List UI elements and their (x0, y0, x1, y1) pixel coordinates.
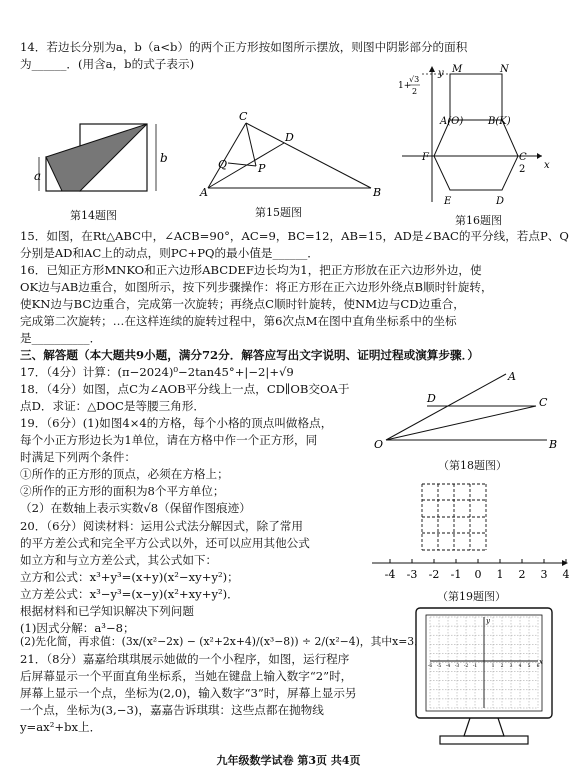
fig19-ticks (385, 559, 570, 581)
fig19-tick-label: 3 (540, 568, 548, 581)
fig21-xtick-label: -5 (436, 664, 442, 669)
fig16-label-E: E (444, 196, 452, 207)
fig16-label-y: y (438, 68, 444, 79)
fig15-caption: 第15题图 (255, 206, 302, 219)
fig19-tick-label: 0 (474, 568, 482, 581)
fig19-caption: （第19题图） (437, 590, 506, 603)
fig21-xtick-label: -2 (463, 664, 469, 669)
q20-part2: (2)先化简，再求值：(3x/(x²−2x) − (x²+2x+4)/(x³−8)) ÷ 2/(x²−4)，其中x=3． (20, 635, 425, 648)
fig14-caption: 第14题图 (70, 209, 117, 222)
q19-line3: 时满足下列两个条件： (20, 450, 136, 464)
fig19-tick-label: 1 (496, 568, 504, 581)
q21-line5: y=ax²+bx上． (20, 720, 102, 734)
q20-line3: 如立方和与立方差公式，其公式如下： (20, 553, 218, 567)
q20-cube-sum: 立方和公式：x³+y³=(x+y)(x²−xy+y²)； (20, 570, 239, 584)
fig21-xtick-label: 4 (518, 664, 522, 669)
fig21-monitor (410, 604, 558, 752)
q19-line1: 19．（6分）(1)如图4×4的方格，每个小格的顶点叫做格点， (20, 416, 333, 430)
monitor-base (440, 736, 528, 744)
fig19-tick-label: -1 (450, 568, 462, 581)
q19-line2: 每个小正方形边长为1单位，请在方格中作一个正方形，同 (20, 433, 318, 447)
fig18-label-C: C (539, 396, 548, 409)
fig15-label-B: B (373, 186, 382, 199)
fig15-label-P: P (258, 162, 266, 175)
fig14-label-a: a (34, 169, 42, 183)
fig16-label-F: F (422, 152, 429, 163)
fig16-square (450, 74, 502, 120)
fig18-diagram (372, 368, 562, 454)
fig14-diagram (34, 112, 184, 210)
fig16-label-N: N (500, 64, 509, 75)
fig15-label-D: D (285, 131, 294, 144)
fig19-tick-label: 4 (562, 568, 570, 581)
q19-cond2: ②所作的正方形的面积为8个平方单位； (20, 484, 225, 498)
q20-cube-diff: 立方差公式：x³−y³=(x−y)(x²+xy+y²)． (20, 587, 239, 601)
fig19-grid (422, 484, 486, 550)
fig21-xtick-label: -6 (427, 664, 433, 669)
fig19-tick-label: 2 (518, 568, 526, 581)
fig21-xtick-label: 3 (509, 664, 513, 669)
q16-line3: 使KN边与BC边重合，完成第一次旋转；再绕点C顺时针旋转，使NM边与CD边重合， (20, 297, 465, 311)
q21-line2: 后屏幕显示一个平面直角坐标系，当她在键盘上输入数字“2”时， (20, 669, 353, 683)
monitor-stand (464, 718, 504, 736)
fig15-diagram (196, 108, 382, 200)
fig16-ytick-pre: 1+ (398, 81, 412, 91)
fig18-label-D: D (427, 392, 436, 405)
fig18-caption: （第18题图） (438, 459, 507, 472)
q15-line2: 分别是AD和AC上的动点，则PC+PQ的最小值是______． (20, 246, 319, 260)
fig16-label-D: D (496, 196, 505, 207)
q16-line2: OK边与AB边重合，如图所示，按下列步骤操作：将正方形在正六边形外绕点B顺时针旋转， (20, 280, 493, 294)
fig19-tick-label: -4 (384, 568, 396, 581)
fig16-label-M: M (452, 64, 463, 75)
fig19-diagram (364, 478, 574, 586)
fig16-label-x: x (544, 160, 550, 171)
fig16-caption: 第16题图 (455, 214, 502, 227)
fig16-diagram (392, 62, 572, 210)
fig21-xtick-label: -3 (454, 664, 460, 669)
fig18-label-O: O (374, 438, 384, 451)
fig19-tick-label: -2 (428, 568, 440, 581)
page-footer: 九年级数学试卷 第3页 共4页 (216, 754, 361, 767)
q15-line1: 15．如图，在Rt△ABC中，∠ACB=90°，AC=9，BC=12，AB=15，AD是∠BAC的平分线，若点P、Q (20, 229, 569, 243)
q20-part1: (1)因式分解：a³−8； (20, 621, 135, 635)
q16-line5: 是__________． (20, 331, 102, 345)
fig21-xtick-label: 6 (536, 664, 540, 669)
q16-line1: 16．已知正方形MNKO和正六边形ABCDEF边长均为1，把正方形放在正六边形外边，使 (20, 263, 482, 277)
fig18-label-B: B (549, 438, 558, 451)
q21-line3: 屏幕上显示一个点，坐标为(2,0)，输入数字“3”时，屏幕上显示另 (20, 686, 357, 700)
fig21-label-y: y (486, 617, 490, 625)
fig16-label-two: 2 (519, 164, 526, 175)
q14-line1: 14．若边长分别为a，b（a<b）的两个正方形按如图所示摆放，则图中阴影部分的面积 (20, 40, 468, 54)
q18-line1: 18．（4分）如图，点C为∠AOB平分线上一点，CD∥OB交OA于 (20, 382, 350, 396)
fig15-label-A: A (200, 186, 208, 199)
fig14-label-b: b (160, 151, 168, 165)
fig21-xtick-label: 1 (491, 664, 495, 669)
q14-line2: 为______．(用含a，b的式子表示) (20, 57, 195, 71)
fig21-label-x: x (539, 658, 543, 666)
q21-line4: 一个点，坐标为(3,−3)，嘉嘉告诉琪琪：这些点都在抛物线 (20, 703, 324, 717)
fig21-xtick-label: 2 (500, 664, 504, 669)
q19-part2: （2）在数轴上表示实数√8（保留作图痕迹） (20, 501, 251, 515)
fig21-xtick-label: 5 (527, 664, 531, 669)
q20-line2: 的平方差公式和完全平方公式以外，还可以应用其他公式 (20, 536, 310, 550)
fig19-tick-label: -3 (406, 568, 418, 581)
q18-line2: 点D．求证：△DOC是等腰三角形． (20, 399, 206, 413)
q20-line6: 根据材料和已学知识解决下列问题 (20, 604, 194, 618)
fig21-xtick-label: -4 (445, 664, 451, 669)
section-three-heading: 三、解答题（本大题共9小题，满分72分．解答应写出文字说明、证明过程或演算步骤．） (20, 348, 479, 362)
fig18-label-A: A (508, 370, 516, 383)
fig16-label-B: B(K) (488, 116, 511, 127)
q16-line4: 完成第二次旋转；…在这样连续的旋转过程中，第6次点M在图中直角坐标系中的坐标 (20, 314, 457, 328)
fig16-ytick-bot: 2 (412, 87, 418, 96)
q20-line1: 20．（6分）阅读材料：运用公式法分解因式，除了常用 (20, 519, 303, 533)
fig15-label-Q: Q (218, 158, 228, 171)
fig21-xtick-label: -1 (472, 664, 478, 669)
q19-cond1: ①所作的正方形的顶点，必须在方格上； (20, 467, 229, 481)
fig15-label-C: C (239, 110, 248, 123)
fig16-hexagon (434, 120, 518, 190)
fig16-label-A: A(O) (440, 116, 464, 127)
fig16-ytick-top: √3 (409, 75, 420, 84)
q17: 17．（4分）计算：(π−2024)⁰−2tan45°+|−2|+√9 (20, 365, 294, 379)
fig14-shaded-region (46, 124, 147, 191)
q21-line1: 21．（8分）嘉嘉给琪琪展示她做的一个小程序，如图，运行程序 (20, 652, 350, 666)
fig16-label-C: C (519, 152, 527, 163)
